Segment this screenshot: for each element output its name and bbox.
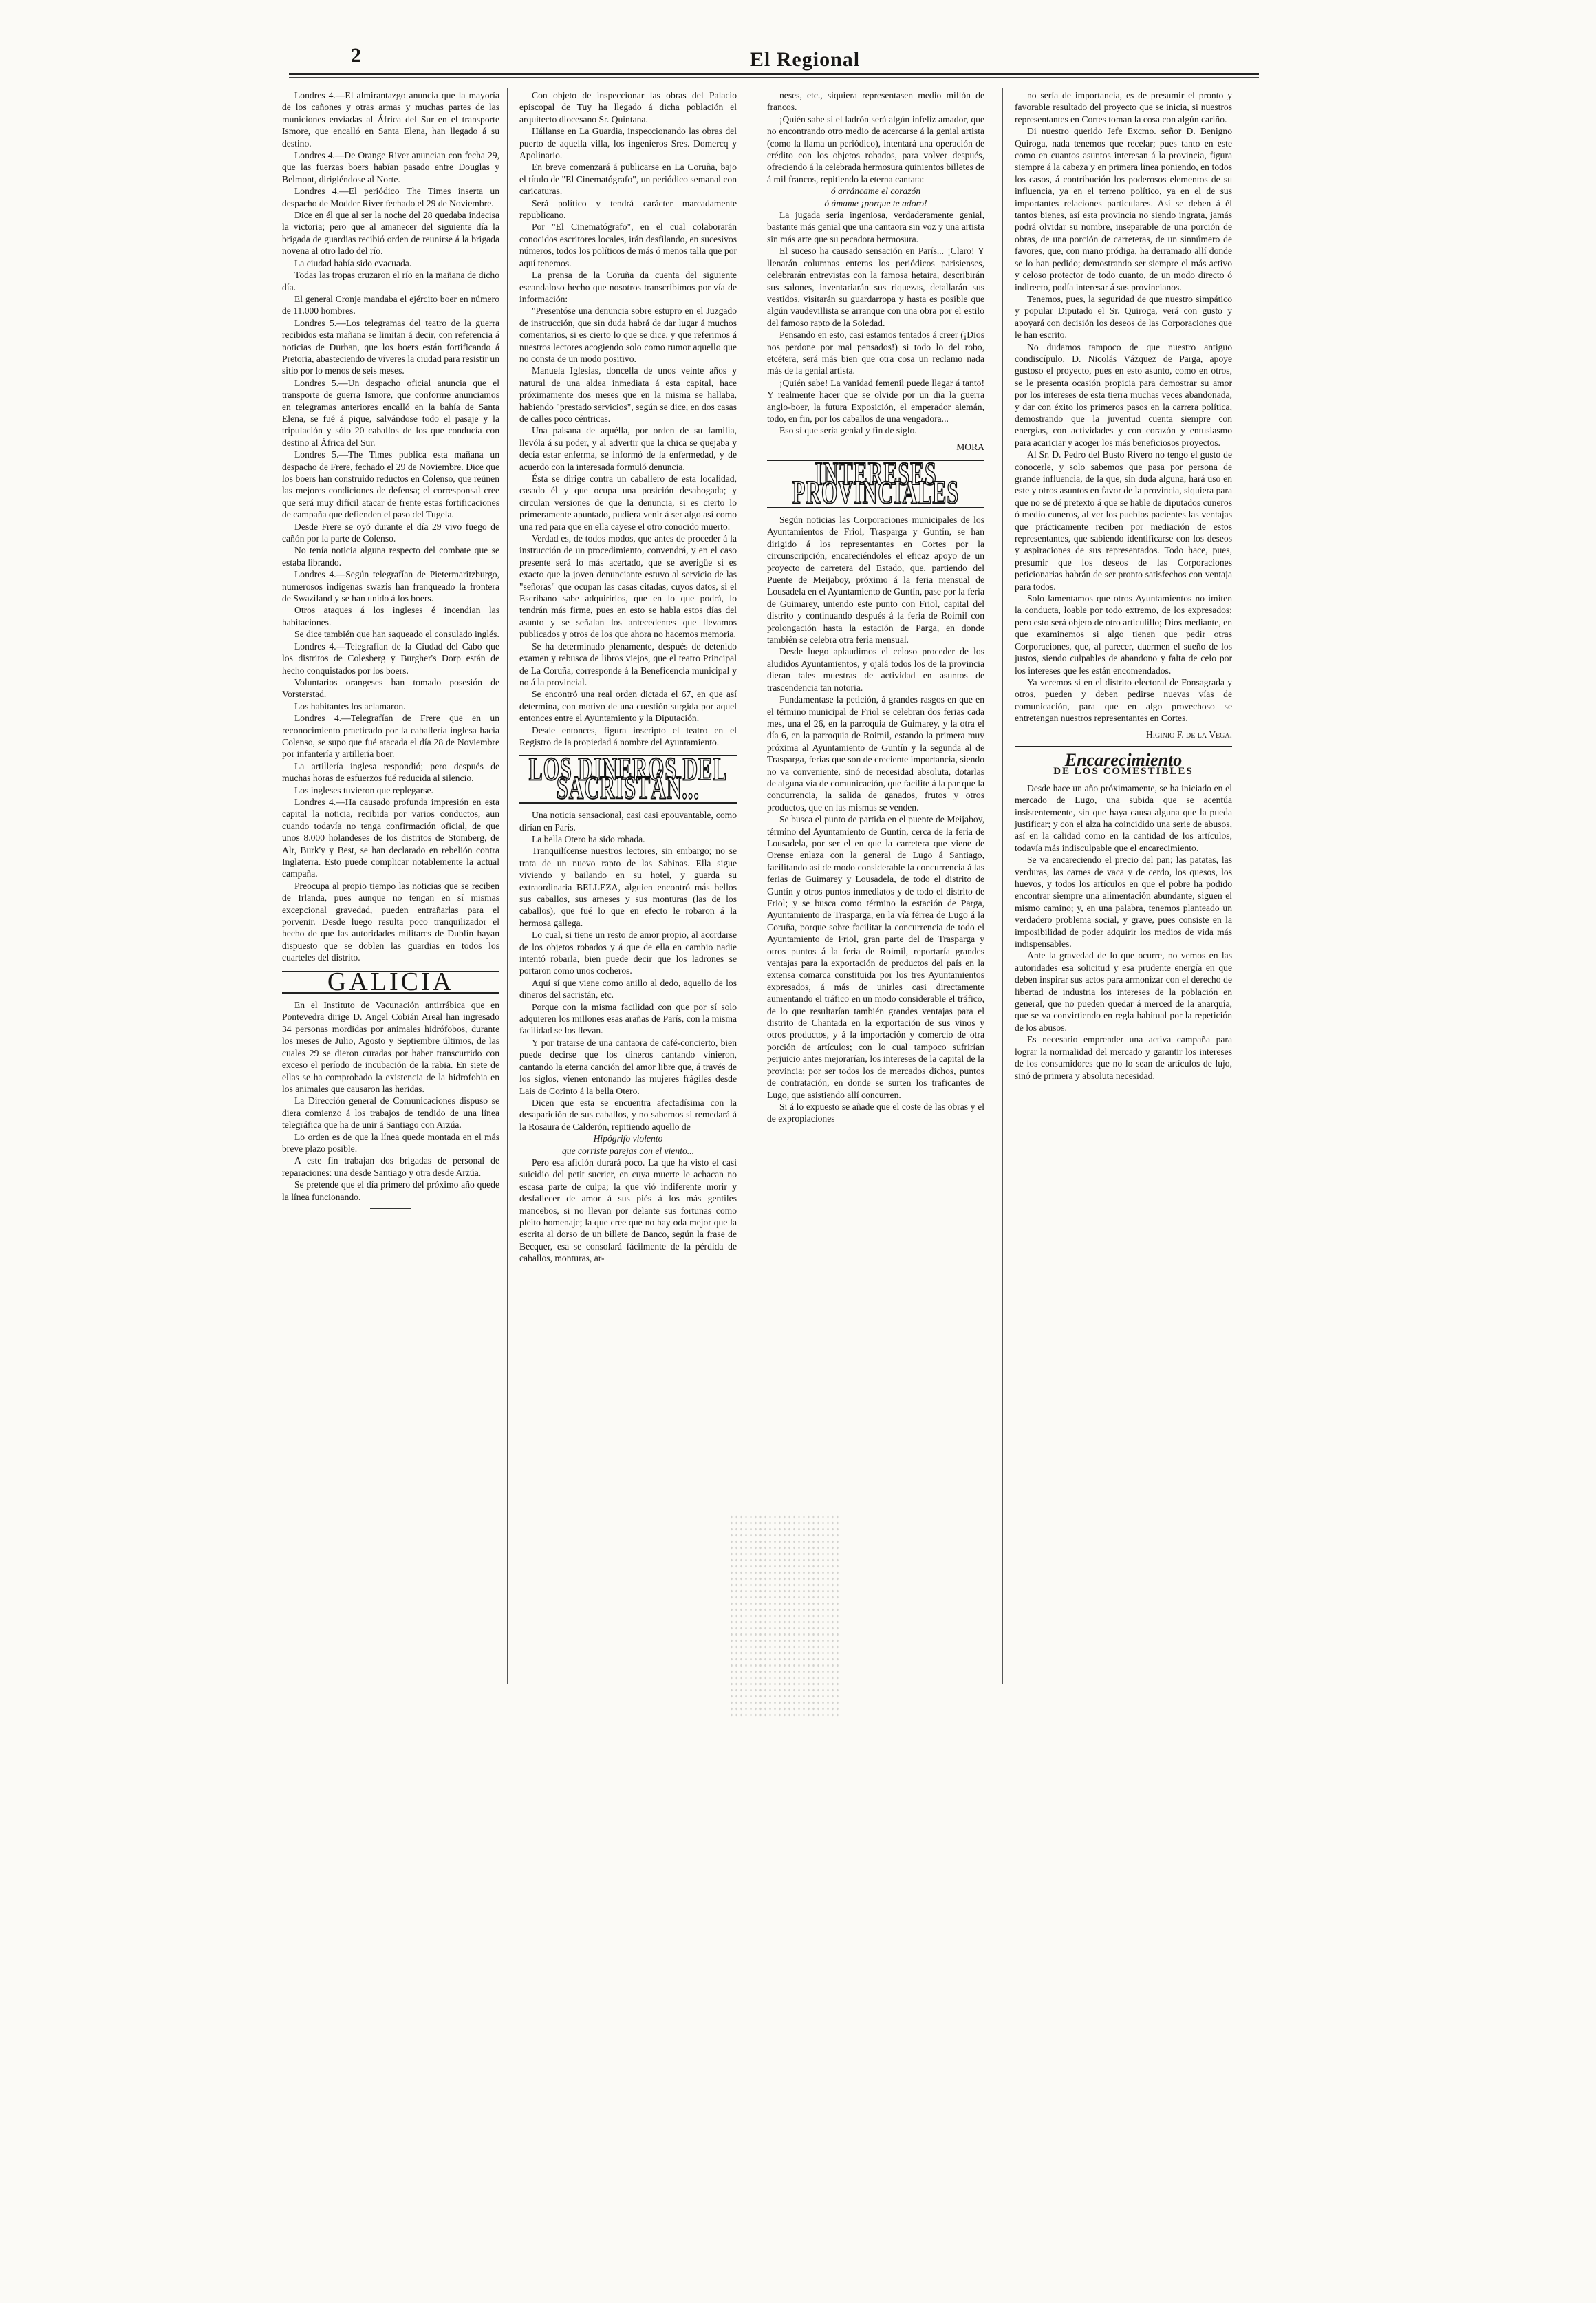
paragraph: Se dice también que han saqueado el consulado inglés. [294, 629, 499, 640]
paragraph: ó ámame ¡porque te adoro! [824, 197, 927, 208]
paragraph: Se pretende que el día primero del próximo año quede la línea funcionando. [282, 1179, 499, 1202]
paragraph: Eso sí que sería genial y fin de siglo. [779, 425, 917, 436]
encarecimiento-subheading: DE LOS COMESTIBLES [1053, 766, 1194, 778]
paragraph: Lo orden es de que la línea quede montada en el más breve plazo posible. [282, 1131, 499, 1154]
galicia-heading-box [282, 967, 499, 996]
paragraph: Ante la gravedad de lo que ocurre, no vemos en las autoridades esa solicitud y esa prudente energía en que deben inspirar sus actos para armonizar con el derecho de libertad de industria los intereses de la población en general, que no pueden quedar á merced de la anarquía, que se va convirtiendo en regla habitual por la repetición de los abusos. [1015, 950, 1232, 1033]
paragraph: Será político y tendrá carácter marcadamente republicano. [519, 197, 737, 221]
paragraph: Dice en él que al ser la noche del 28 quedaba indecisa la victoria; pero que al amanecer del siguiente día la brigada de guardias recibió orden de reunirse á la brigada novena al otro lado del río. [282, 210, 499, 257]
intereses-heading: INTERESES PROVINCIALES [792, 456, 960, 512]
paragraph: Voluntarios orangeses han tomado posesión de Vorsterstad. [282, 676, 499, 700]
header-rule-thin [289, 77, 1259, 78]
paragraph: ó arráncame el corazón [830, 186, 921, 197]
signature-vega: Higinio F. de la Vega. [1145, 729, 1232, 740]
paragraph: Hipógrifo violento [593, 1133, 663, 1144]
paragraph: Los ingleses tuvieron que replegarse. [294, 784, 433, 795]
paragraph: Verdad es, de todos modos, que antes de proceder á la instrucción de un procedimiento, convendrá, y en el caso presente será lo más acertado, que se averigüe si es exacto que la joven denunciante estuvo al servicio de las "señoras" que ocupan las casas citadas, cuyos datos, si el Escribano sabe adquirirlos, que en lo que podrá, lo tendrán más firme, pues en esto se habla estos días del asunto y se señalan los antecedentes que llevamos publicados y otros de los que ahora no hacemos memoria. [519, 533, 737, 640]
paragraph: La ciudad había sido evacuada. [294, 257, 412, 268]
encarecimiento-section [1015, 782, 1232, 1082]
paragraph: Tenemos, pues, la seguridad de que nuestro simpático y popular Diputado el Sr. Quiroga, verá con gusto y apoyará con decisión los deseos de las Corporaciones que le han escrito. [1015, 293, 1232, 341]
page-number: 2 [351, 44, 361, 67]
paragraph: En el Instituto de Vacunación antirrábica que en Pontevedra dirige D. Angel Cobián Areal han ingresado 34 personas mordidas por animales hidrófobos, durante los meses de Julio, Agosto y Septiembre últimos, de las cuales 29 se dieron curadas por haber transcurrido con exceso el período de incubación de la rabia. En siete de ellas se ha comprobado la existencia de la hidrofobia en los animales que causaron las heridas. [282, 1000, 499, 1094]
header-rule [289, 73, 1259, 75]
paragraph: Al Sr. D. Pedro del Busto Rivero no tengo el gusto de conocerle, y solo sabemos que pasa por persona de grande influencia, de la que, sin duda alguna, hará uso en este y otros asuntos en favor de la provincia, siquiera para que no se dé pretexto á que se hable de diputados cuneros ó medio cuneros, al ver los pueblos pacientes las ventajas que prácticamente reciben por mediación de estos representantes, que sabiendo identificarse con los deseos y aspiraciones de sus representados. Todo hace, pues, presumir que los deseos de las Corporaciones peticionarias habrán de ser pronto satisfechos con ventaja para todos. [1015, 449, 1232, 592]
paragraph: neses, etc., siquiera representasen medio millón de francos. [767, 90, 984, 113]
paragraph: ¡Quién sabe! La vanidad femenil puede llegar á tanto! Y realmente hacer que se olvide por un día la guerra anglo-boer, la futura Exposición, el emperador alemán, todo, en fin, por los caballos de una vengadora... [767, 377, 984, 424]
paragraph: Según noticias las Corporaciones municipales de los Ayuntamientos de Friol, Trasparga y Guntín, se han dirigido á los representantes en Cortes por la circunscripción, encareciéndoles el eficaz apoyo de un proyecto de carretera del Estado, que, partiendo del Puente de Meijaboy, próximo á la feria mensual de Lousadela en el Ayuntamiento de Guntín, pase por la feria de Guimarey, uniendo este punto con Friol, capital del distrito y continuando después á la feria de Roimil con prolongación hasta la estación de Parga, en donde también se celebra otra feria mensual. [767, 515, 984, 645]
column-3 [767, 89, 984, 1125]
paragraph: Se ha determinado plenamente, después de detenido examen y rebusca de libros viejos, que el teatro Principal de La Coruña, corresponde á la Beneficencia municipal y no á la provincial. [519, 641, 737, 687]
column-2 [519, 89, 737, 1265]
paragraph: No dudamos tampoco de que nuestro antiguo condiscípulo, D. Nicolás Vázquez de Parga, apoye gustoso el proyecto, pues en esto asunto, como en otros, se le presenta ocasión propicia para demostrar su amor por los intereses de esta tierra muchas veces abandonada, y dar con éxito los primeros pasos en la carrera política, demostrando que la juventud cuenta siempre con energías, con actividades y con corazón y entusiasmo para acariciar y acoger los más beneficiosos proyectos. [1015, 341, 1232, 448]
encarecimiento-heading: Encarecimiento [1064, 749, 1183, 770]
local-news-section [519, 89, 737, 748]
end-rule [370, 1208, 411, 1209]
paragraph: Se va encareciendo el precio del pan; las patatas, las verduras, las carnes de vaca y de cerdo, los quesos, los huevos, y todos los artículos en que el pobre ha podido encontrar siempre una alimentación abundante, siguen el mismo camino; y, en una palabra, tenemos planteado un verdadero problema social, y grave, pues consiste en la imposibilidad de poder adquirir los medios de vida más indispensables. [1015, 855, 1232, 950]
paragraph: Una noticia sensacional, casi casi epouvantable, como dirían en París. [519, 810, 737, 833]
paragraph: Y por tratarse de una cantaora de café-concierto, bien puede decirse que los dineros cantando vinieron, cantando la eterna canción del amor libre que, á través de los siglos, vienen entonando las mujeres frágiles desde Lais de Corinto á la bella Otero. [519, 1037, 737, 1096]
paragraph: Fundamentase la petición, á grandes rasgos en que en el término municipal de Friol se celebran dos ferias cada mes, una el 26, en la parroquia de Guimarey, y la otra el día 6, en la parroquia de Roimil, estando la primera muy próxima al Ayuntamiento de Guntín y la segunda al de Trasparga, ferias que son de creciente importancia, siendo no va conveniente, sinó de necesidad absoluta, dotarlas de alguna vía de comunicación, que facilite á la par que la concurrencia, la salida de ganados, frutos y otros productos, que en las mismas se venden. [767, 694, 984, 813]
paragraph: Si á lo expuesto se añade que el coste de las obras y el de expropiaciones [767, 1101, 984, 1124]
paragraph: Hállanse en La Guardia, inspeccionando las obras del puerto de aquella villa, los ingenieros Sres. Domercq y Apolinario. [519, 126, 737, 161]
column-divider [1002, 88, 1003, 1684]
paragraph: Londres 5.—Los telegramas del teatro de la guerra recibidos esta mañana se limitan á decir, con referencia á noticias de Durban, que los boers están fortificando á Pretoria, abasteciendo de víveres la ciudad para resistir un sitio por lo menos de seis meses. [282, 317, 499, 376]
paragraph: Londres 4.—Ha causado profunda impresión en esta capital la noticia, recibida por varios conductos, aun cuando todavía no tenga confirmación oficial, de que unos 8.000 holandeses de los distritos de Stomberg, de Alr, Burk'y y Best, se han declarado en rebelión contra Inglaterra. Esto puede complicar notablemente la actual campaña. [282, 796, 499, 879]
paragraph: Londres 4.—De Orange River anuncian con fecha 29, que las fuerzas boers habían pasado entre Douglas y Belmont, dirigiéndose al Norte. [282, 150, 499, 184]
paragraph: La artillería inglesa respondió; pero después de muchas horas de esfuerzos fué reducida al silencio. [282, 760, 499, 784]
sacristan-heading: LOS DINEROS DEL SACRISTÁN... [528, 751, 728, 807]
paragraph: Londres 4.—El periódico The Times inserta un despacho de Modder River fechado el 29 de Noviembre. [282, 186, 499, 208]
paragraph: Londres 5.—Un despacho oficial anuncia que el transporte de guerra Ismore, que conforme anunciamos en telegramas anteriores encalló en la bahía de Santa Elena, se fué á pique, salvándose todo el pasaje y la tripulación y sólo 20 caballos de los que conducía con destino al África del Sur. [282, 377, 499, 448]
paragraph: Manuela Iglesias, doncella de unos veinte años y natural de una aldea inmediata á esta capital, hace próximamente dos meses que en la misma se hallaba, habiendo "prestado servicios", según se dice, en dos casas de calles poco céntricas. [519, 365, 737, 424]
paragraph: A este fin trabajan dos brigadas de personal de reparaciones: una desde Santiago y otra desde Arzúa. [282, 1155, 499, 1178]
paragraph: La jugada sería ingeniosa, verdaderamente genial, bastante más genial que una cantaora sin voz y una artista sin más arte que su pecadora hermosura. [767, 210, 984, 244]
intereses-continuation [1015, 89, 1232, 725]
column-4 [1015, 89, 1232, 1082]
paragraph: Solo lamentamos que otros Ayuntamientos no imiten la conducta, loable por todo extremo, de los expresados; pero esto será objeto de otro articulillo; Dios mediante, en que examinemos si algo tienen que pedir otras Corporaciones, que, al parecer, duermen el sueño de los justos, siendo culpables de abandono y falta de celo por los intereses que les están encomendados. [1015, 593, 1232, 676]
paragraph: no sería de importancia, es de presumir el pronto y favorable resultado del proyecto que se inicia, si nuestros representantes en Cortes toman la cosa con algún cariño. [1015, 90, 1232, 125]
paragraph: que corriste parejas con el viento... [561, 1145, 695, 1156]
signature-mora: MORA [956, 441, 984, 452]
paragraph: La bella Otero ha sido robada. [532, 833, 645, 844]
otero-continuation [767, 89, 984, 437]
paragraph: Tranquilícense nuestros lectores, sin embargo; no se trata de un nuevo rapto de las Sabinas. Ella sigue viviendo y bailando en su hotel, y guarda su extraordinaria BELLEZA, alguien encontró más bellos sus caballos, sus arneses y sus monturas (las de los caballos), que fué lo que en efecto le robaron á la hermosa gallega. [519, 846, 737, 928]
paragraph: Se encontró una real orden dictada el 67, en que así determina, con motivo de una cuestión surgida por aquel entonces entre el Ayuntamiento y la Diputación. [519, 689, 737, 724]
galicia-section [282, 999, 499, 1203]
paragraph: Es necesario emprender una activa campaña para lograr la normalidad del mercado y garantir los intereses de los consumidores que no lo sean de artículos de lujo, sinó de primera y absoluta necesidad. [1015, 1034, 1232, 1081]
intereses-heading-box [767, 456, 984, 512]
paragraph: El general Cronje mandaba el ejército boer en número de 11.000 hombres. [282, 293, 499, 317]
paragraph: Los habitantes los aclamaron. [294, 700, 406, 711]
paragraph: Ésta se dirige contra un caballero de esta localidad, casado él y que ocupa una posición desahogada; y circulan versiones de que la denuncia, si es cierto lo primeramente apuntado, pudiera venir á ser algo así como una red para que en ella cayese el otro conocido muerto. [519, 473, 737, 532]
paragraph: Desde hace un año próximamente, se ha iniciado en el mercado de Lugo, una subida que se acentúa insistentemente, sin que haya causa alguna que la pueda justificar; y con el alza ha coincidido una serie de abusos, así en la calidad como en la cantidad de los artículos, todavía más indisculpable que el encarecimiento. [1015, 782, 1232, 853]
paragraph: Pero esa afición durará poco. La que ha visto el casi suicidio del petit sucrier, en cuya muerte le achacan no escasa parte de culpa; la que vió indiferente morir y desfallecer de amor á sus piés á los más gentiles mancebos, si no llevan por delante sus fortunas como pleito homenaje; la que cree que no hay oda mejor que la escrita al dorso de un billete de Banco, según la frase de Becquer, esa se consolará fácilmente de la pérdida de caballos, monturas, ar- [519, 1157, 737, 1264]
intereses-section [767, 514, 984, 1125]
paragraph: Aquí sí que viene como anillo al dedo, aquello de los dineros del sacristán, etc. [519, 977, 737, 1000]
sacristan-heading-box [519, 751, 737, 807]
paragraph: Lo cual, si tiene un resto de amor propio, al acordarse de los objetos robados y á que de ella en cambio nadie intentó robarla, bien puede decir que los ladrones se portaron como unos cocheros. [519, 930, 737, 976]
paragraph: Pensando en esto, casi estamos tentados á creer (¡Dios nos perdone por mal pensados!) si todo lo del robo, etcétera, será más bien que otra cosa un reclamo nada más de la genial artista. [767, 330, 984, 376]
paragraph: Por "El Cinematógrafo", en el cual colaborarán conocidos escritores locales, irán desfilando, en sucesivos números, todos los políticos de más ó menos talla que por aquí tenemos. [519, 222, 737, 268]
paragraph: Con objeto de inspeccionar las obras del Palacio episcopal de Tuy ha llegado á dicha población el arquitecto diocesano Sr. Quintana. [519, 90, 737, 125]
paragraph: Ya veremos si en el distrito electoral de Fonsagrada y otros, pueden y deben pedirse nuevas vías de comunicación, para que en algo provechoso se entretengan nuestros representantes en Cortes. [1015, 676, 1232, 724]
galicia-heading: GALICIA [327, 967, 455, 996]
paragraph: ¡Quién sabe si el ladrón será algún infeliz amador, que no encontrando otro medio de acercarse á la genial artista (como la llama un periódico), intentará una operación de crédito con los objetos robados, para volver después, ofreciendo á la celebrada hermosura quinientos billetes de á mil francos, repitiendo la eterna cantata: [767, 114, 984, 184]
paragraph: La Dirección general de Comunicaciones dispuso se diera comienzo á los trabajos de tendido de una línea telegráfica que ha de unir á Santiago con Arzúa. [282, 1095, 499, 1131]
paragraph: Desde Frere se oyó durante el día 29 vivo fuego de cañón por la parte de Colenso. [282, 521, 499, 544]
paragraph: Preocupa al propio tiempo las noticias que se reciben de Irlanda, pues aunque no tengan en sí mismas excepcional gravedad, pueden entrañarlas para el porvenir. Desde luego resulta poco tranquilizador el hecho de que las autoridades militares de Dublín hayan dispuesto que se doblen las guardias en todos los cuarteles del distrito. [282, 880, 499, 963]
paragraph: Desde entonces, figura inscripto el teatro en el Registro de la propiedad á nombre del Ayuntamiento. [519, 725, 737, 747]
scan-noise [729, 1514, 839, 1720]
section-rule [1015, 746, 1232, 747]
paragraph: En breve comenzará á publicarse en La Coruña, bajo el título de "El Cinematógrafo", un periódico semanal con caricaturas. [519, 162, 737, 197]
paragraph: No tenía noticia alguna respecto del combate que se estaba librando. [282, 545, 499, 568]
paragraph: Desde luego aplaudimos el celoso proceder de los aludidos Ayuntamientos, y ojalá todos los de la provincia dieran tales muestras de actividad en asuntos de trascendencia tan notoria. [767, 646, 984, 693]
paragraph: La prensa de la Coruña da cuenta del siguiente escandaloso hecho que nosotros transcribimos por vía de información: [519, 270, 737, 304]
masthead: El Regional [749, 48, 861, 71]
column-divider [507, 88, 508, 1684]
paragraph: Londres 4.—Según telegrafían de Pietermaritzburgo, numerosos indígenas swazis han franqueado la frontera de Swaziland y se han unido á los boers. [282, 569, 499, 604]
paragraph: Se busca el punto de partida en el puente de Meijaboy, término del Ayuntamiento de Guntín, cerca de la feria de Lousadela, por ser el en que la carretera que viene de Orense enlaza con la general de Lugo á Santiago, facilitando así de modo considerable la concurrencia á las ferias de Guimarey y Lousadela, de todo el distrito de Guntín y otros puntos inmediatos y de todo el distrito de Friol; y se busca como término la estación de Parga, Ayuntamiento de Trasparga, en la vía férrea de Lugo á la Coruña, porque sobre facilitar la concurrencia de todo el Ayuntamiento de Friol, gran parte del de Trasparga y otros puntos á la feria de Roimil, reportaría grandes ventajas para la exportación de productos del país en la extensa comarca constituida por los tres Ayuntamientos expresados, á más de unirles casi directamente aumentando el tráfico en un modo considerable el tráfico, de lo que resultarían también grandes ventajas para el distrito de Chantada en la exportación de sus vinos y otros productos, y á la importación y comercio de otra porción de artículos; con lo cual tampoco sufrirían perjuicio antes mejorarían, los intereses de la capital de la provincia; por ser todos los de mercados dichos, puntos de contratación, en donde se surten los traficantes de Lugo, que asistiendo allí concurren. [767, 814, 984, 1100]
paragraph: Londres 4.—El almirantazgo anuncia que la mayoría de los cañones y otras armas y muchas partes de las municiones enviadas al África del Sur en el transporte Ismore, que encalló en Santa Elena, han llegado á su destino. [282, 90, 499, 149]
paragraph: Porque con la misma facilidad con que por sí solo adquieren los millones esas arañas de París, con la misma facilidad se los llevan. [519, 1001, 737, 1036]
sacristan-section [519, 809, 737, 1264]
paragraph: El suceso ha causado sensación en París... ¡Claro! Y llenarán columnas enteras los periódicos parisienses, celebrarán entrevistas con la famosa hetaira, describirán sus salones, inventariarán sus riquezas, detallarán sus vestidos, visitarán su guardarropa y hasta es posible que algún vaudevillista se arranque con una obra por el estilo del famoso rapto de la Soledad. [767, 246, 984, 328]
paragraph: Londres 5.—The Times publica esta mañana un despacho de Frere, fechado el 29 de Noviembre. Dice que los boers han construido reductos en Colenso, que reúnen las mejores condiciones de defensa; el corresponsal cree que será muy difícil atacar de frente estas fortificaciones de campaña que defienden el paso del Tugela. [282, 449, 499, 520]
telegrams-section [282, 89, 499, 964]
paragraph: Otros ataques á los ingleses é incendian las habitaciones. [282, 605, 499, 628]
paragraph: Una paisana de aquélla, por orden de su familia, llevóla á su poder, y al advertir que la chica se quejaba y decía estar enferma, se informó de la enfermedad, y de acuerdo con la interesada formuló denuncia. [519, 425, 737, 472]
paragraph: Di nuestro querido Jefe Excmo. señor D. Benigno Quiroga, nada tenemos que recelar; pues tanto en este como en cuantos asuntos interesan á la provincia, figura siempre á la cabeza y en primera línea poniendo, en todos los casos, á contribución los poderosos elementos de su influencia, ya en el terreno político, ya en el de sus importantes relaciones particulares. Así se deben á él tantos bienes, así esta provincia no siendo ingrata, jamás podrá olvidar su nombre, inseparable de una porción de obras, de una porción de carreteras, de un sinnúmero de favores, que, con mano pródiga, ha derramado allí donde se lo han pedido; demostrando ser siempre el más activo y celoso protector de todo cuanto, de un modo directo ó indirecto, podía interesar á sus provincianos. [1015, 126, 1232, 292]
paragraph: "Presentóse una denuncia sobre estupro en el Juzgado de instrucción, que sin duda habrá de dar lugar á muchos comentarios, si es cierto lo que se dice, y que referimos á nuestros lectores acogiendo solo como rumor aquello que no consta de un modo positivo. [519, 306, 737, 364]
paragraph: Londres 4.—Telegrafían de la Ciudad del Cabo que los distritos de Colesberg y Burgher's Dorp están de hecho conquistados por los boers. [282, 641, 499, 676]
paragraph: Londres 4.—Telegrafían de Frere que en un reconocimiento practicado por la caballería inglesa hacia Colenso, se supo que fué atacada el día 28 de Noviembre por infantería y artillería boer. [282, 713, 499, 760]
paragraph: Dicen que esta se encuentra afectadísima con la desaparición de sus caballos, y no sabemos si remedará á la Rosaura de Calderón, repitiendo aquello de [519, 1097, 737, 1132]
column-1 [282, 89, 499, 1214]
paragraph: Todas las tropas cruzaron el río en la mañana de dicho día. [282, 270, 499, 292]
